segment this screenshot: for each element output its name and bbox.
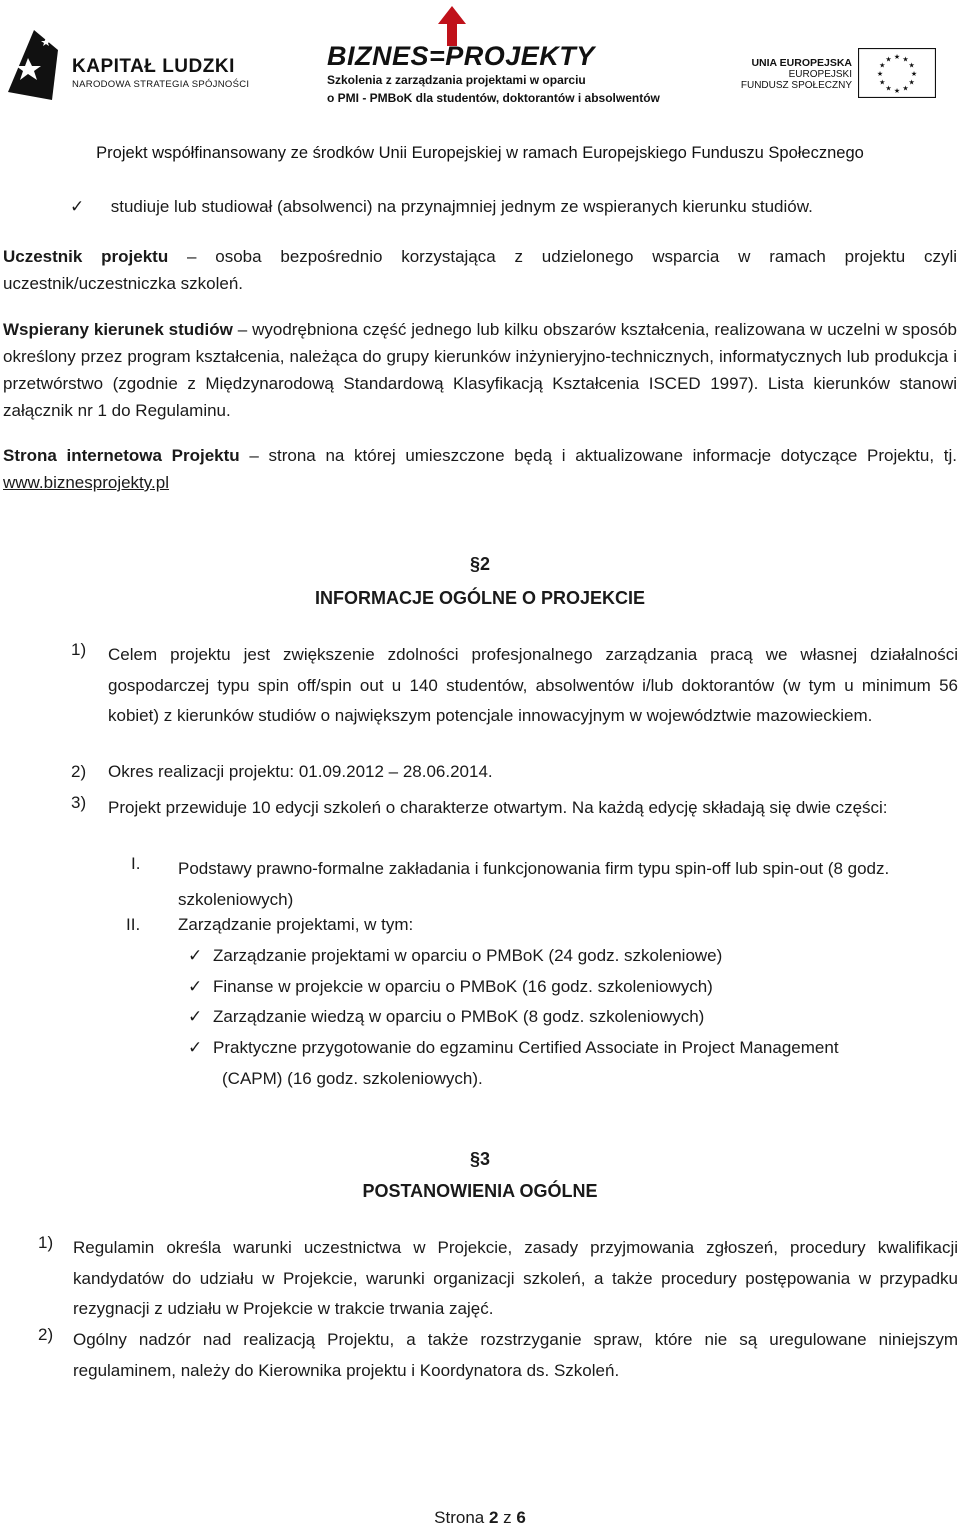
svg-text:★: ★ xyxy=(885,55,892,64)
module-check-icon: ✓ xyxy=(188,977,203,996)
kapital-ludzki-subtitle: NARODOWA STRATEGIA SPÓJNOŚCI xyxy=(72,79,250,90)
kapital-ludzki-emblem xyxy=(8,30,58,100)
definition-text: – strona na której umieszczone będą i aktualizowane informacje dotyczące Projektu, tj. xyxy=(239,446,958,465)
definition-website xyxy=(3,442,957,496)
svg-text:★: ★ xyxy=(908,61,915,70)
svg-text:★: ★ xyxy=(902,55,909,64)
page-footer xyxy=(0,1508,960,1528)
section-3-number: §3 xyxy=(469,1149,491,1169)
list-number: 1) xyxy=(38,1233,54,1252)
part-text: Zarządzanie projektami, w tym: xyxy=(178,915,414,934)
part-text: Podstawy prawno-formalne zakładania i funkcjonowania firm typu spin-off lub spin-out (8 godz. szkoleniowych) xyxy=(178,859,890,909)
definition-participant xyxy=(3,243,957,297)
svg-text:★: ★ xyxy=(910,70,918,78)
eu-flag-icon xyxy=(858,48,936,98)
definition-field-of-study xyxy=(3,316,957,424)
module-check-icon: ✓ xyxy=(188,1007,203,1026)
check-icon: ✓ xyxy=(70,197,85,216)
roman-number: I. xyxy=(131,854,141,873)
list-number: 2) xyxy=(71,762,87,781)
definition-term: Uczestnik projektu xyxy=(3,247,169,266)
list-item-text: Ogólny nadzór nad realizacją Projektu, a także rozstrzyganie spraw, które nie są uregulowane niniejszym regulaminem, należy do Kierownika projektu i Koordynatora ds. Szkoleń. xyxy=(73,1330,958,1380)
list-item-text: Projekt przewiduje 10 edycji szkoleń o charakterze otwartym. Na każdą edycję składają się dwie części: xyxy=(108,798,888,817)
biznes-projekty-tagline-2: o PMI - PMBoK dla studentów, doktorantów i absolwentów xyxy=(327,91,660,105)
list-item-text: Celem projektu jest zwiększenie zdolności profesjonalnego zarządzania pracą we własnej działalności gospodarczej typu spin off/spin out u 140 studentów, absolwentów i/lub doktorantów (w tym u minimum 56 kobiet) z kierunków studiów o największym potencjale innowacyjnym w województwie mazowieckiem. xyxy=(108,645,958,725)
list-number: 2) xyxy=(38,1325,54,1344)
page-separator: z xyxy=(498,1508,517,1527)
list-item-text: Okres realizacji projektu: 01.09.2012 – 28.06.2014. xyxy=(108,762,493,781)
svg-text:★: ★ xyxy=(902,84,909,93)
eu-label-fund-1: EUROPEJSKI xyxy=(788,69,852,80)
list-item-text: Regulamin określa warunki uczestnictwa w Projekcie, zasady przyjmowania zgłoszeń, procedury kwalifikacji kandydatów do udziału w Projekcie, warunki organizacji szkoleń, a także procedury postępowania w przypadku rezygnacji z udziału w Projekcie w trakcie trwania zajęć. xyxy=(73,1238,958,1318)
module-item-continued: (CAPM) (16 godz. szkoleniowych). xyxy=(222,1069,483,1088)
module-item: Zarządzanie wiedzą w oparciu o PMBoK (8 godz. szkoleniowych) xyxy=(213,1007,705,1026)
funding-note: Projekt współfinansowany ze środków Unii Europejskiej w ramach Europejskiego Funduszu Społecznego xyxy=(96,144,864,162)
kapital-ludzki-title: KAPITAŁ LUDZKI xyxy=(72,56,235,77)
section-2-title: INFORMACJE OGÓLNE O PROJEKCIE xyxy=(314,588,646,608)
check-item-text: studiuje lub studiował (absolwenci) na przynajmniej jednym ze wspieranych kierunku studiów. xyxy=(110,197,813,216)
svg-text:★: ★ xyxy=(879,61,886,70)
list-number: 1) xyxy=(71,640,87,659)
page-current: 2 xyxy=(488,1508,499,1527)
section-2-number: §2 xyxy=(469,554,491,574)
list-number: 3) xyxy=(71,793,87,812)
svg-text:★: ★ xyxy=(876,70,884,78)
svg-text:★: ★ xyxy=(893,87,901,95)
section-3-title: POSTANOWIENIA OGÓLNE xyxy=(362,1181,598,1201)
definition-text: – osoba bezpośrednio korzystająca z udzielonego wsparcia w ramach projektu czyli uczestnik/uczestniczka szkoleń. xyxy=(3,247,957,293)
module-check-icon: ✓ xyxy=(188,1038,203,1057)
definition-term: Wspierany kierunek studiów xyxy=(3,320,233,339)
module-item: Zarządzanie projektami w oparciu o PMBoK (24 godz. szkoleniowe) xyxy=(213,946,723,965)
check-list-item xyxy=(70,193,960,220)
svg-text:★: ★ xyxy=(908,78,915,87)
svg-text:★: ★ xyxy=(879,78,886,87)
module-item: Finanse w projekcie w oparciu o PMBoK (16 godz. szkoleniowych) xyxy=(213,977,713,996)
roman-number: II. xyxy=(126,915,141,934)
biznes-projekty-arrow-icon xyxy=(432,6,472,46)
module-check-icon: ✓ xyxy=(188,946,203,965)
module-item: Praktyczne przygotowanie do egzaminu Certified Associate in Project Management xyxy=(213,1038,839,1057)
page-total: 6 xyxy=(516,1508,526,1527)
svg-text:★: ★ xyxy=(885,84,892,93)
biznes-projekty-title: BIZNES=PROJEKTY xyxy=(327,41,595,71)
eu-label-union: UNIA EUROPEJSKA xyxy=(751,57,852,69)
definition-text: – wyodrębniona część jednego lub kilku obszarów kształcenia, realizowana w uczelni w sposób określony przez program kształcenia, należąca do grupy kierunków inżynieryjno-technicznych, informatycznych lub produkcja i przetwórstwo (zgodnie z Międzynarodową Standardową Klasyfikacją Kształcenia ISCED 1997). Lista kierunków stanowi załącznik nr 1 do Regulaminu. xyxy=(3,320,957,420)
svg-text:★: ★ xyxy=(893,53,901,61)
eu-label-fund-2: FUNDUSZ SPOŁECZNY xyxy=(740,80,852,91)
page-label: Strona xyxy=(434,1508,489,1527)
website-link[interactable]: www.biznesprojekty.pl xyxy=(3,473,169,492)
definition-term: Strona internetowa Projektu xyxy=(3,446,240,465)
biznes-projekty-tagline-1: Szkolenia z zarządzania projektami w oparciu xyxy=(327,73,586,87)
